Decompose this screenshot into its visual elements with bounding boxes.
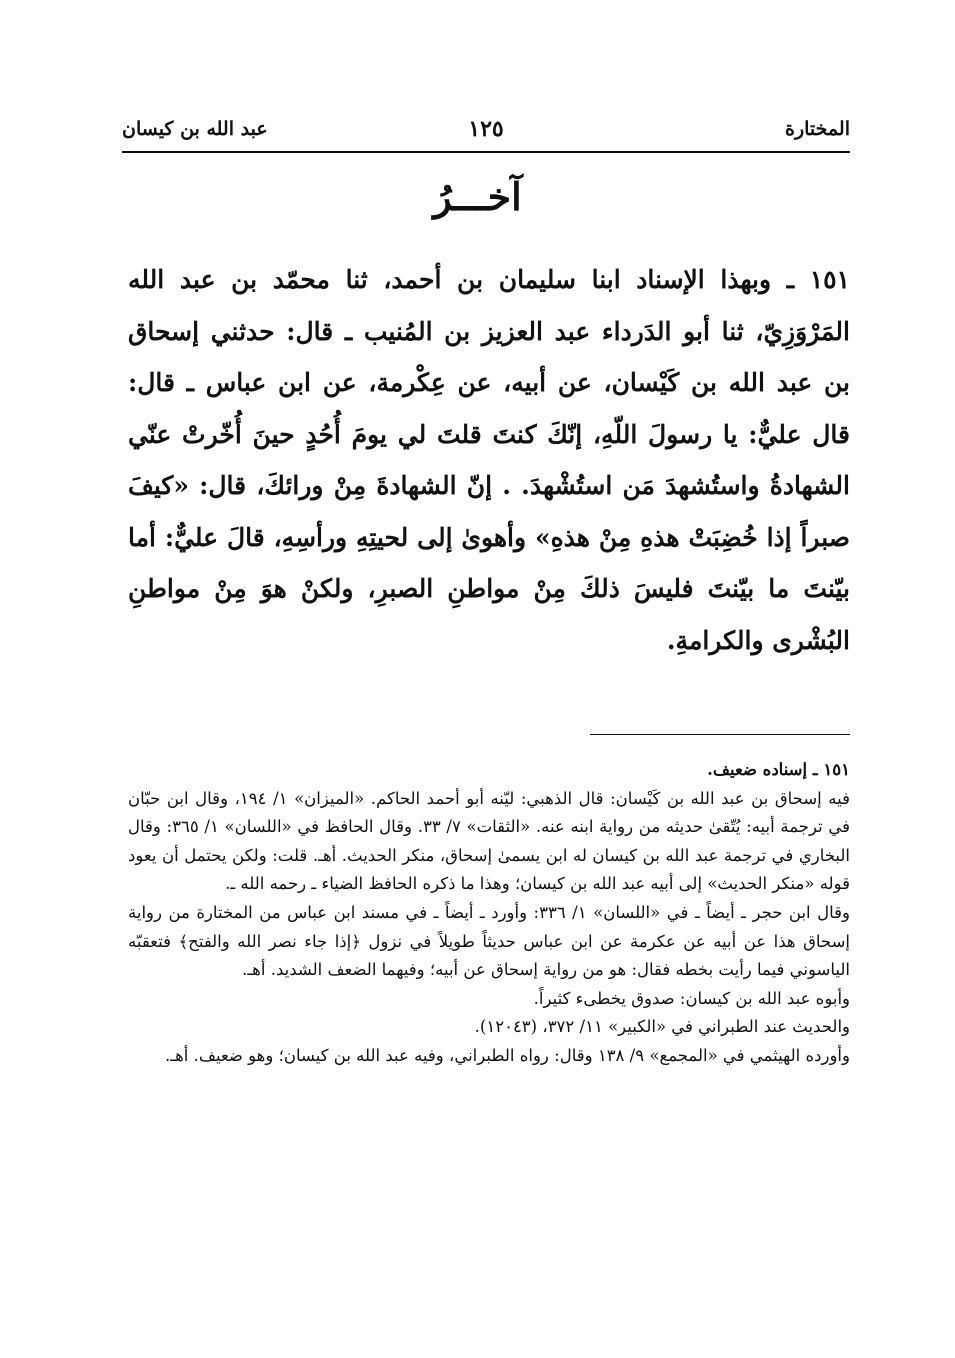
header-book-title: المختارة — [785, 118, 850, 140]
hadith-text — [128, 254, 850, 666]
footnote-heading: ١٥١ ـ إسناده ضعيف. — [707, 760, 850, 779]
footnote-paragraph: وأبوه عبد الله بن كيسان: صدوق يخطىء كثيراً. — [533, 988, 850, 1008]
header-divider — [122, 151, 850, 153]
footnote-paragraph: فيه إسحاق بن عبد الله بن كَيْسان: قال الذهبي: ليّنه أبو أحمد الحاكم. «الميزان» ١/ ١٩٤، وقال ابن حبّان في ترجمة أبيه: يُتّقىٰ حديثه من رواية ابنه عنه. «الثقات» ٧/ ٣٣. وقال الحافظ في «اللسان» ١/ ٣٦٥: وقال البخاري في ترجمة عبد الله بن كيسان له ابن يسمىٰ إسحاق، منكر الحديث. أهـ. قلت: ولكن يحتمل أن يعود قوله «منكر الحديث» إلى أبيه عبد الله بن كيسان؛ وهذا ما ذكره الحافظ الضياء ـ رحمه الله ـ. — [128, 788, 850, 894]
footnote-paragraph: والحديث عند الطبراني في «الكبير» ١١/ ٣٧٢، (١٢٠٤٣). — [474, 1017, 850, 1037]
section-title: آخـــرُ — [433, 174, 522, 219]
hadith-number: ١٥١ — [809, 265, 850, 294]
page-number: ١٢٥ — [468, 116, 504, 142]
header-chapter-title: عبد الله بن كيسان — [122, 118, 268, 140]
footnote-divider — [590, 734, 850, 735]
running-header — [122, 112, 850, 152]
footnotes — [128, 756, 850, 1071]
hadith-body: ـ وبهذا الإسناد ابنا سليمان بن أحمد، ثنا محمّد بن عبد الله المَرْوَزِيّ، ثنا أبو الدَرداء عبد العزيز بن المُنيب ـ قال: حدثني إسحاق بن عبد الله بن كَيْسان، عن أبيه، عن عِكْرمة، عن ابن عباس ـ قال: قال عليٌّ: يا رسولَ اللّهِ، إنّكَ كنتَ قلتَ لي يومَ أُحُدٍ حينَ أُخّرتْ عنّي الشهادةُ واستُشهدَ مَن استُشْهدَ. . إنّ الشهادةَ مِنْ ورائكَ، قال: «كيفَ صبراً إذا خُضِبَتْ هذهِ مِنْ هذهِ» وأهوىٰ إلى لحيتِهِ ورأسِهِ، قالَ عليٌّ: أما بيّنتَ ما بيّنتَ فليسَ ذلكَ مِنْ مواطنِ الصبرِ، ولكنْ هوَ مِنْ مواطنِ البُشْرى والكرامةِ. — [128, 265, 850, 655]
footnote-paragraph: وقال ابن حجر ـ أيضاً ـ في «اللسان» ١/ ٣٣٦: وأورد ـ أيضاً ـ في مسند ابن عباس من المختارة من رواية إسحاق هذا عن أبيه عن عكرمة عن ابن عباس حديثاً طويلاً في نزول ﴿إذا جاء نصر الله والفتح﴾ فتعقبّه الياسوني فيما رأيت بخطه فقال: هو من رواية إسحاق عن أبيه؛ وفيهما الضعف الشديد. أهـ. — [128, 902, 850, 980]
footnote-paragraph: وأورده الهيثمي في «المجمع» ٩/ ١٣٨ وقال: رواه الطبراني، وفيه عبد الله بن كيسان؛ وهو ضعيف. أهـ. — [165, 1045, 850, 1065]
